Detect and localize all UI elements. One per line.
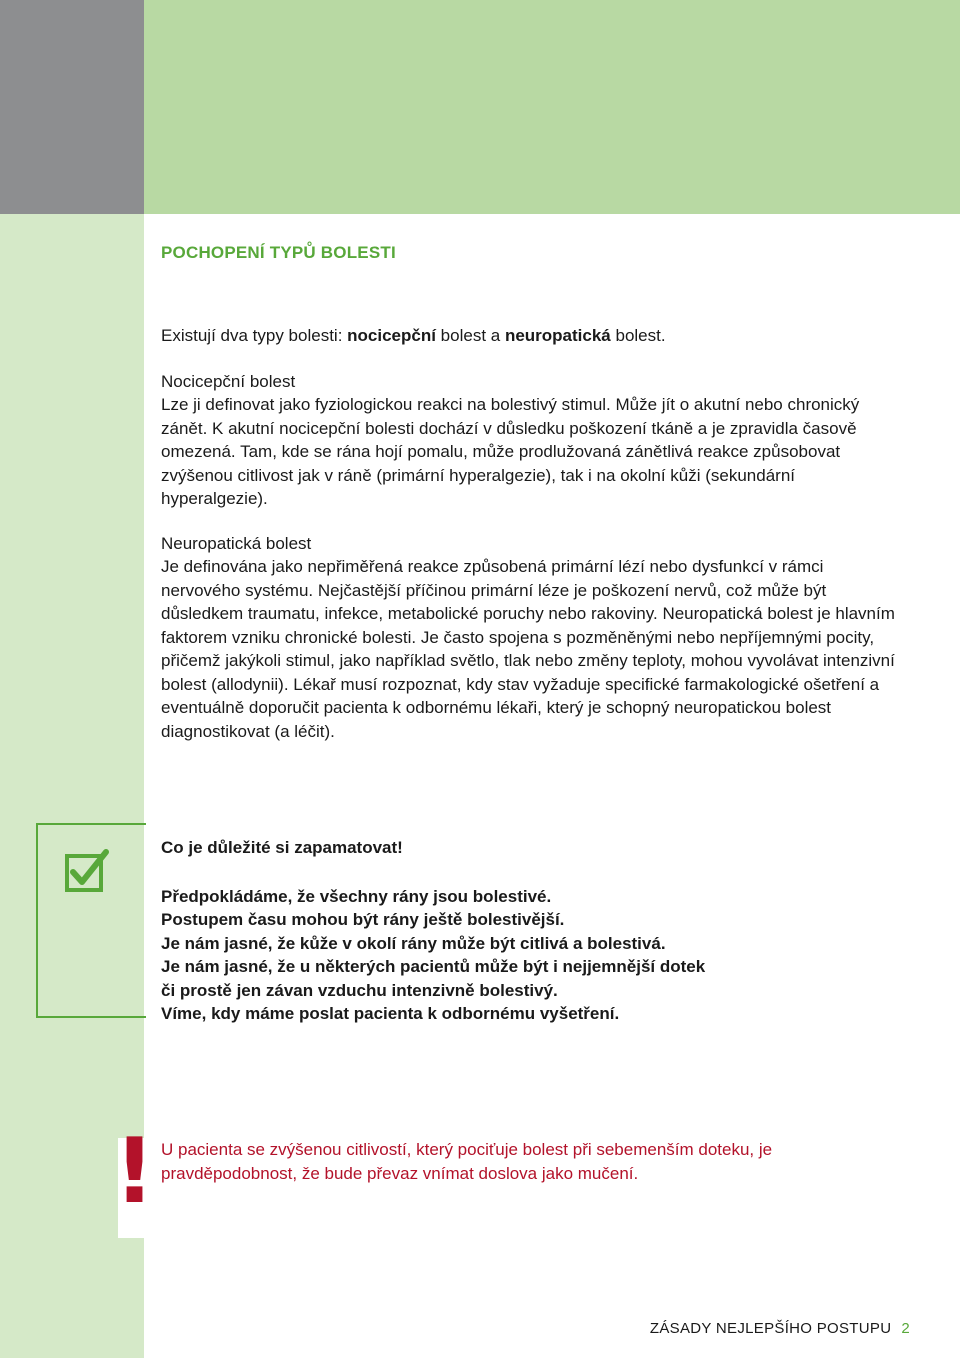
intro-term-neuropathic: neuropatická bbox=[504, 326, 611, 345]
remember-item: Je nám jasné, že kůže v okolí rány může být citlivá a bolestivá. bbox=[161, 933, 666, 953]
remember-item: Víme, kdy máme poslat pacienta k odbornému vyšetření. bbox=[161, 1004, 620, 1023]
intro-text-2: bolest a bbox=[435, 326, 505, 345]
remember-item: Je nám jasné, že u některých pacientů může být i nejjemnější dotek bbox=[161, 957, 706, 976]
remember-item: Postupem času mohou být rány ještě bolestivější. bbox=[161, 910, 565, 929]
nociceptive-body: Lze ji definovat jako fyziologickou reakci na bolestivý stimul. Může jít o akutní nebo chronický zánět. K akutní nocicepční bolesti dochází v důsledku poškození tkáně a je zpravidla časově omezená. Tam, kde se rána hojí pomalu, může prodlužovaná zánětlivá reakce způsobovat zvýšenou citlivost jak v ráně (primární hyperalgezie), tak i na okolní kůži (sekundární hyperalgezie). bbox=[161, 395, 860, 508]
page-number: 2 bbox=[901, 1320, 910, 1337]
checkbox-icon bbox=[64, 848, 110, 894]
neuropathic-heading: Neuropatická bolest bbox=[161, 533, 312, 553]
neuropathic-body: Je definována jako nepřiměřená reakce způsobená primární lézí nebo dysfunkcí v rámci nervového systému. Nejčastější příčinou primární léze je poškození nervů, což může být důsledkem traumatu, infekce, metabolické poruchy nebo rakoviny. Neuropatická bolest je hlavním faktorem vzniku chronické bolesti. Je často spojena s pozměněnými nebo nepříjemnými pocity, přičemž jakýkoli stimul, jako například světlo, tlak nebo změny teploty, mohou vyvolávat intenzivní bolest (allodynii). Lékař musí rozpoznat, kdy stav vyžaduje specifické farmakologické ošetření a eventuálně doporučit pacienta k odbornému lékaři, který je schopný neuropatickou bolest diagnostikovat (a léčit). bbox=[161, 557, 895, 741]
remember-item: či prostě jen závan vzduchu intenzivně bolestivý. bbox=[161, 980, 558, 1000]
intro-paragraph bbox=[161, 324, 901, 348]
corner-block bbox=[0, 0, 144, 214]
exclamation-icon: ! bbox=[114, 1119, 156, 1224]
intro-text-3: bolest. bbox=[610, 326, 666, 345]
intro-text-1: Existují dva typy bolesti: bbox=[161, 326, 348, 345]
nociceptive-heading: Nocicepční bolest bbox=[161, 371, 296, 391]
warning-text: U pacienta se zvýšenou citlivostí, který pociťuje bolest při sebemenším doteku, je pravděpodobnost, že bude převaz vnímat doslova jako mučení. bbox=[161, 1140, 773, 1183]
main-content bbox=[161, 324, 901, 764]
header-band bbox=[144, 0, 960, 214]
remember-title: Co je důležité si zapamatovat! bbox=[161, 838, 403, 857]
nociceptive-section bbox=[161, 370, 901, 511]
remember-item: Předpokládáme, že všechny rány jsou bolestivé. bbox=[161, 886, 552, 906]
neuropathic-section bbox=[161, 532, 901, 744]
footer bbox=[650, 1320, 910, 1337]
page-title: POCHOPENÍ TYPŮ BOLESTI bbox=[161, 243, 396, 262]
remember-box bbox=[161, 836, 901, 1026]
footer-label: ZÁSADY NEJLEPŠÍHO POSTUPU bbox=[649, 1320, 892, 1337]
intro-term-nociceptive: nocicepční bbox=[347, 326, 436, 345]
